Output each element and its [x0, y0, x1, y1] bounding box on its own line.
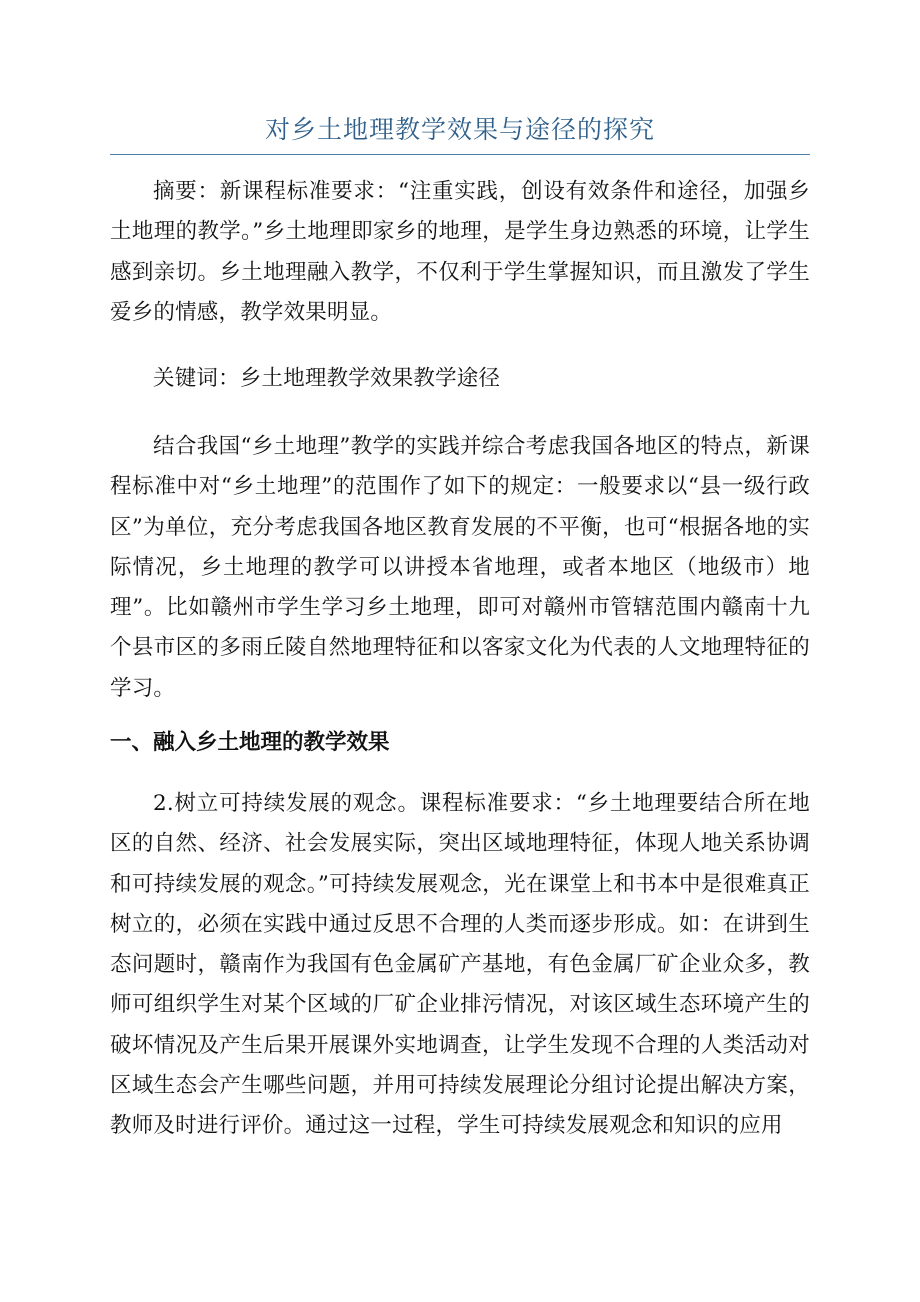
section-heading: 一、融入乡土地理的教学效果: [110, 730, 390, 755]
abstract-paragraph: 摘要：新课程标准要求：“注重实践，创设有效条件和途径，加强乡土地理的教学。”乡土地理即家乡的地理，是学生身边熟悉的环境，让学生感到亲切。乡土地理融入教学，不仅利于学生掌握知识，而且激发了学生爱乡的情感，教学效果明显。: [110, 179, 810, 325]
keywords-paragraph: 关键词：乡土地理教学效果教学途径: [153, 366, 501, 391]
sustainability-paragraph: 2.树立可持续发展的观念。课程标准要求：“乡土地理要结合所在地区的自然、经济、社会发展实际，突出区域地理特征，体现人地关系协调和可持续发展的观念。”可持续发展观念，光在课堂上和书本中是很难真正树立的，必须在实践中通过反思不合理的人类而逐步形成。如：在讲到生态问题时，赣南作为我国有色金属矿产基地，有色金属厂矿企业众多，教师可组织学生对某个区域的厂矿企业排污情况，对该区域生态环境产生的破坏情况及产生后果开展课外实地调查，让学生发现不合理的人类活动对区域生态会产生哪些问题，并用可持续发展理论分组讨论提出解决方案，教师及时进行评价。通过这一过程，学生可持续发展观念和知识的应用: [110, 791, 810, 1139]
document-title: 对乡土地理教学效果与途径的探究: [264, 115, 655, 144]
scope-paragraph: 结合我国“乡土地理”教学的实践并综合考虑我国各地区的特点，新课程标准中对“乡土地理”的范围作了如下的规定：一般要求以“县一级行政区”为单位，充分考虑我国各地区教育发展的不平衡，也可“根据各地的实际情况，乡土地理的教学可以讲授本省地理，或者本地区（地级市）地理”。比如赣州市学生学习乡土地理，即可对赣州市管辖范围内赣南十九个县市区的多雨丘陵自然地理特征和以客家文化为代表的人文地理特征的学习。: [110, 434, 810, 701]
title-underline: [110, 154, 810, 155]
